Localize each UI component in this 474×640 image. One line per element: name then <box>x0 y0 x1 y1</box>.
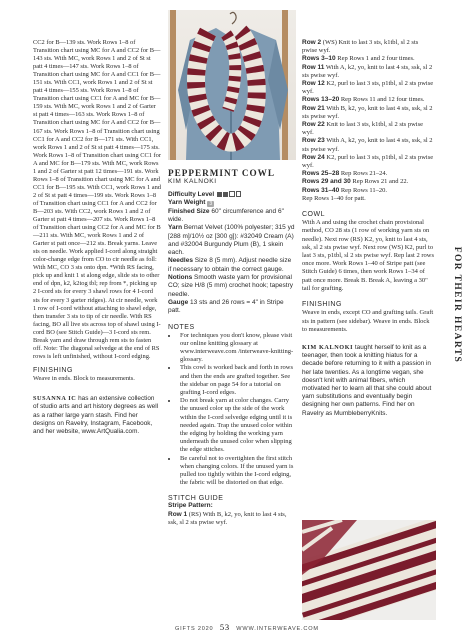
row-text: Rep Rows 11–20. <box>339 186 388 194</box>
designer-bio <box>302 344 434 418</box>
row-label: Row 11 <box>302 63 325 71</box>
row-label: Rows 25–28 <box>302 170 340 178</box>
bio-text: has an extensive collection of studio arts and art history degrees as well as a rather large yarn stash. Find her designs on Ravelry, Instagram, Facebook, and her website, www.ArtQualia.com. <box>33 394 159 436</box>
notions-value: Smooth waste yarn for provisional CO; size H/8 (5 mm) crochet hook; tapestry needle. <box>168 274 293 298</box>
page-number: 53 <box>219 622 230 632</box>
stitch-row <box>302 170 434 178</box>
row-label: Row 1 <box>168 510 188 518</box>
stitch-guide-heading: STITCH GUIDE <box>168 495 224 503</box>
row-label: Rows 3–10 <box>302 55 336 63</box>
stitch-row <box>302 64 434 80</box>
yarn-weight-label: Yarn Weight <box>168 199 206 207</box>
bio-name: SUSANNA IC <box>33 394 77 402</box>
stripe-rows <box>302 39 434 203</box>
yarn-weight-line <box>168 199 296 207</box>
section-side-tab-label: FOR THEIR HEARTS <box>452 246 462 364</box>
row-text: With A, k2, yo, knit to last 4 sts, ssk, sl 2 sts pwise wyf. <box>302 137 433 153</box>
row-text: Rep Rows 1 and 2 four times. <box>335 55 415 63</box>
stitch-row <box>302 187 434 195</box>
finishing-heading: FINISHING <box>302 301 342 309</box>
row-text: Knit to last 3 sts, k1tbl, sl 2 sts pwise wyf. <box>302 121 423 137</box>
stitch-row <box>302 55 434 63</box>
row-label: Rows 13–20 <box>302 96 340 104</box>
difficulty-label: Difficulty Level <box>168 191 215 199</box>
yarn-label: Yarn <box>168 224 183 232</box>
yarn-value: Bernat Velvet (100% polyester; 315 yd [288 m]/10½ oz [300 g]): #32049 Cream (A) and #32004 Burgundy Plum (B), 1 skein each. <box>168 224 295 257</box>
footer-issue: GIFTS 2020 <box>175 626 214 632</box>
instructions-paragraph: CC2 for B—139 sts. Work Rows 1–8 of Transition chart using MC for A and CC2 for B—143 sts. With MC, work Rows 1 and 2 of St st patt 4 times—147 sts. Work Rows 1–8 of Transition chart using MC for A and CC1 for B—151 sts. With CC1, work Rows 1 and 2 of St st patt 4 times—155 sts. Work Rows 1–8 of Transition chart using CC1 for A and MC for B—159 sts. With MC, work Rows 1 and 2 of Garter st patt 4 times—163 sts. Work Rows 1–8 of Transition chart using MC for A and CC2 for B—167 sts. Work Rows 1–8 of Transition chart using CC1 for A and CC2 for B—171 sts. With CC1, work Rows 1 and 2 of St st patt 4 times—175 sts. Work Rows 1–8 of Transition chart using CC1 for A and MC for B—179 sts. With MC, work Rows 1 and 2 of Garter st patt 12 times—191 sts. Work Rows 1–8 of Transition chart using MC for A and CC1 for B—195 sts. With CC1, work Rows 1 and 2 of St st patt 4 times—199 sts. Work Rows 1–8 of Transition chart using CC1 for A and CC2 for B—203 sts. With CC2, work Rows 1 and 2 of Garter st patt 4 times—207 sts. Work Rows 1–8 of Transition chart using CC2 for A and MC for B—211 sts. With MC, work Rows 1 and 2 of Garter st patt once—212 sts. Break yarns. Leave sts on needle. Work applied I-cord along straight color-change edge from CO to cir needle as foll: With MC, CO 3 sts onto dpn. *With RS facing, pick up and knit 1 st along edge, slide sts to other end of dpn, k2, k2tog tbl; rep from *, picking up 2 I-cord sts for every 3 shawl rows for 4 I-cord sts for every 3 garter ridges). At cir needle, work 1 row of I-cord without attaching to shawl edge, then transfer 3 sts to tip of cir needle. With RS facing, BO all live sts across top of shawl using I-cord BO (see Stitch Guide)—3 I-cord sts rem. Break yarn and draw through rem sts to fasten off. Note: The diagonal selvedge at the end of RS rows is left unfinished, without I-cord edging. <box>33 39 162 360</box>
notions-line <box>168 274 296 299</box>
bio-name: KIM KALNOKI <box>302 343 354 351</box>
finished-size-value: 60" circumference and 6" wide. <box>168 207 284 223</box>
designer-bio <box>33 395 161 436</box>
row-label: Row 21 <box>302 104 325 112</box>
column-middle <box>168 168 296 527</box>
row-text: Rep Rows 21 and 22. <box>350 178 409 186</box>
stitch-row-1 <box>168 511 296 527</box>
finished-size-line <box>168 208 296 225</box>
difficulty-line <box>168 191 296 199</box>
note-item: • For techniques you don't know, please visit our online knitting glossary at www.interweave.com /interweave-knitting-glossary. <box>178 332 296 365</box>
cowl-on-hanger-photo <box>168 10 296 160</box>
row-label: Row 2 <box>302 39 322 46</box>
row-label: Row 22 <box>302 121 325 129</box>
stitch-row <box>302 105 434 121</box>
row-label: Rows 29 and 30 <box>302 178 351 186</box>
stitch-row <box>302 137 434 153</box>
notes-heading: NOTES <box>168 323 195 331</box>
stitch-row <box>302 121 434 137</box>
row-label: Row 23 <box>302 137 325 145</box>
row-text: (RS) With B, k2, yo, knit to last 4 sts, ssk, sl 2 sts pwise wyf. <box>168 510 287 526</box>
gauge-value: 13 sts and 26 rows = 4" in Stripe patt. <box>168 298 284 315</box>
yarn-line <box>168 224 296 257</box>
cowl-closeup-photo <box>302 520 436 620</box>
stitch-row <box>302 154 434 170</box>
pattern-author: KIM KALNOKI <box>168 178 217 185</box>
column-right <box>302 39 434 418</box>
gauge-line <box>168 299 296 316</box>
note-item: • This cowl is worked back and forth in rows and then the ends are grafted together. See the sidebar on page 54 for a tutorial on grafting I-cord edges. <box>178 364 296 397</box>
note-item: • Be careful not to overtighten the first stitch when changing colors. If the unused yarn is pulled too tightly within the I-cord edging, the fabric will be distorted on that edge. <box>178 455 296 488</box>
finished-size-label: Finished Size <box>168 207 210 215</box>
difficulty-boxes <box>216 191 241 198</box>
bio-text: taught herself to knit as a teenager, then took a knitting hiatus for a decade before returning to it with a passion in her late twenties. As a longtime vegan, she doesn't knit with animal fibers, which motivated her to learn all that she could about yarn substitutions and eventually begin designing her own patterns. Find her on Ravelry as MumbleberryKnits. <box>302 343 432 417</box>
stitch-row <box>302 178 434 186</box>
stitch-row <box>302 195 434 203</box>
row-text: Rep Rows 1–40 for patt. <box>302 194 366 202</box>
stitch-row <box>302 39 434 55</box>
notes-list <box>168 332 296 488</box>
needles-label: Needles <box>168 257 193 265</box>
row-text: K2, purl to last 3 sts, p1tbl, sl 2 sts pwise wyf. <box>302 153 434 170</box>
difficulty-box-empty-icon <box>236 191 242 197</box>
row-label: Row 24 <box>302 153 325 161</box>
note-item: • Do not break yarn at color changes. Carry the unused color up the side of the work within the I-cord selvedge edging until it is needed again. Trap the unused color within the edging by holding the working yarn underneath the unused color when slipping the edge stitches. <box>178 397 296 454</box>
finishing-text: Weave in ends. Block to measurements. <box>33 374 135 382</box>
needles-value: Size 8 (5 mm). Adjust needle size if necessary to obtain the correct gauge. <box>168 257 292 273</box>
pattern-title: PEPPERMINT COWL <box>168 168 275 178</box>
photo-illustration <box>168 10 296 160</box>
row-label: Rows 31–40 <box>302 186 340 194</box>
footer-website: WWW.INTERWEAVE.COM <box>236 626 319 632</box>
notions-label: Notions <box>168 274 193 282</box>
row-text: K2, purl to last 3 sts, p1tbl, sl 2 sts pwise wyf. <box>302 80 434 96</box>
cowl-heading: COWL <box>302 211 325 219</box>
row-text: (WS) Knit to last 3 sts, k1tbl, sl 2 sts pwise wyf. <box>302 39 419 55</box>
stitch-row <box>302 96 434 104</box>
row-text: With B, k2, yo, knit to last 4 sts, ssk, sl 2 sts pwise wyf. <box>302 104 433 120</box>
row-text: With A, k2, yo, knit to last 4 sts, ssk, sl 2 sts pwise wyf. <box>302 63 433 79</box>
difficulty-box-filled-icon <box>217 192 222 197</box>
finishing-text: Weave in ends, except CO and grafting tails. Graft sts in pattern (see sidebar). Weave in ends. Block to measurements. <box>302 309 434 333</box>
pattern-specs <box>168 191 296 316</box>
closeup-illustration <box>302 520 436 620</box>
gauge-label: Gauge <box>168 298 189 306</box>
column-left <box>33 39 161 436</box>
row-label: Row 12 <box>302 80 325 88</box>
difficulty-box-filled-icon <box>223 192 228 197</box>
finishing-heading: FINISHING <box>33 366 73 374</box>
difficulty-box-empty-icon <box>229 191 235 197</box>
row-text: Rep Rows 21–24. <box>339 170 388 178</box>
section-side-tab <box>440 180 474 430</box>
cowl-text: With A and using the crochet chain provisional method, CO 28 sts (1 row of working yarn sts on needle). Next row (RS) K2, yo, knit to last 4 sts, ssk, sl 2 sts pwise wyf. Next row (WS) K2, purl to last 3 sts, p1tbl, sl 2 sts pwise wyf. Rep last 2 rows once more. Work Rows 1–40 of Stripe patt (see Stitch Guide) 6 times, then work Rows 1–34 of patt once more. Break B. Break A, leaving a 30" tail for grafting. <box>302 219 434 292</box>
stripe-pattern-label: Stripe Pattern: <box>168 502 213 510</box>
yarn-weight-icon: 3 <box>207 201 214 207</box>
row-text: Rep Rows 11 and 12 four times. <box>339 96 425 104</box>
needles-line <box>168 257 296 274</box>
page-footer <box>175 622 415 632</box>
stitch-row <box>302 80 434 96</box>
